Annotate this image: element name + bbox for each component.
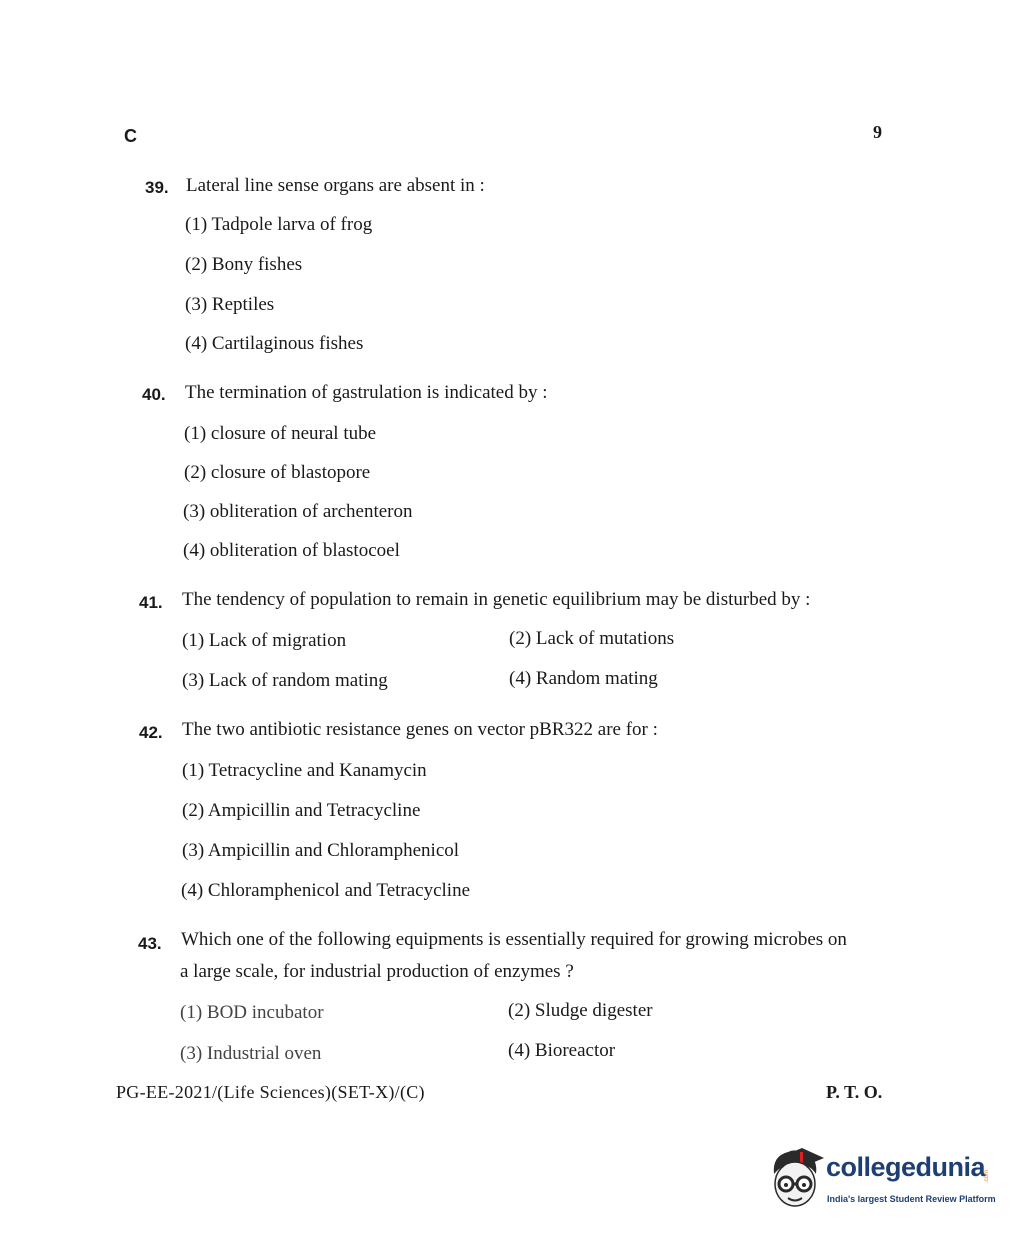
question-text-line-1: Which one of the following equipments is essentially required for growing microbes on (181, 929, 847, 950)
brand-name: collegedunia (826, 1152, 986, 1182)
option: (4) Chloramphenicol and Tetracycline (181, 880, 471, 901)
option: (3) Reptiles (185, 294, 275, 315)
question-text: The termination of gastrulation is indicated by : (185, 382, 548, 403)
option: (4) Bioreactor (508, 1040, 616, 1061)
paper-code: PG-EE-2021/(Life Sciences)(SET-X)/(C) (116, 1082, 425, 1102)
option: (3) obliteration of archenteron (183, 501, 413, 522)
option: (4) obliteration of blastocoel (183, 540, 400, 561)
option: (3) Ampicillin and Chloramphenicol (182, 840, 460, 861)
question-number: 42. (139, 723, 163, 742)
option: (2) closure of blastopore (184, 462, 371, 483)
question-number: 43. (138, 934, 162, 953)
question-number: 39. (145, 178, 169, 197)
question-number: 41. (139, 593, 163, 612)
option: (3) Industrial oven (180, 1043, 322, 1064)
page-number: 9 (873, 122, 882, 142)
option: (4) Cartilaginous fishes (185, 333, 364, 354)
question-number: 40. (142, 385, 166, 404)
brand-tagline: India's largest Student Review Platform (827, 1194, 996, 1204)
option: (2) Lack of mutations (509, 628, 675, 649)
question-text: Lateral line sense organs are absent in : (186, 175, 485, 196)
option: (1) BOD incubator (180, 1002, 324, 1023)
collegedunia-mascot-icon (766, 1146, 826, 1216)
option: (3) Lack of random mating (182, 670, 388, 691)
option: (1) Tetracycline and Kanamycin (182, 760, 427, 781)
page-turn-over: P. T. O. (826, 1082, 883, 1102)
option: (1) Lack of migration (182, 630, 347, 651)
brand-suffix: .com (984, 1170, 990, 1184)
option: (4) Random mating (509, 668, 658, 689)
option: (2) Sludge digester (508, 1000, 653, 1021)
option: (1) Tadpole larva of frog (185, 214, 373, 235)
option: (1) closure of neural tube (184, 423, 377, 444)
option: (2) Bony fishes (185, 254, 303, 275)
question-text: The tendency of population to remain in genetic equilibrium may be disturbed by : (182, 589, 811, 610)
option: (2) Ampicillin and Tetracycline (182, 800, 421, 821)
question-text-line-2: a large scale, for industrial production of enzymes ? (180, 961, 574, 982)
set-letter: C (124, 126, 137, 146)
question-text: The two antibiotic resistance genes on vector pBR322 are for : (182, 719, 658, 740)
